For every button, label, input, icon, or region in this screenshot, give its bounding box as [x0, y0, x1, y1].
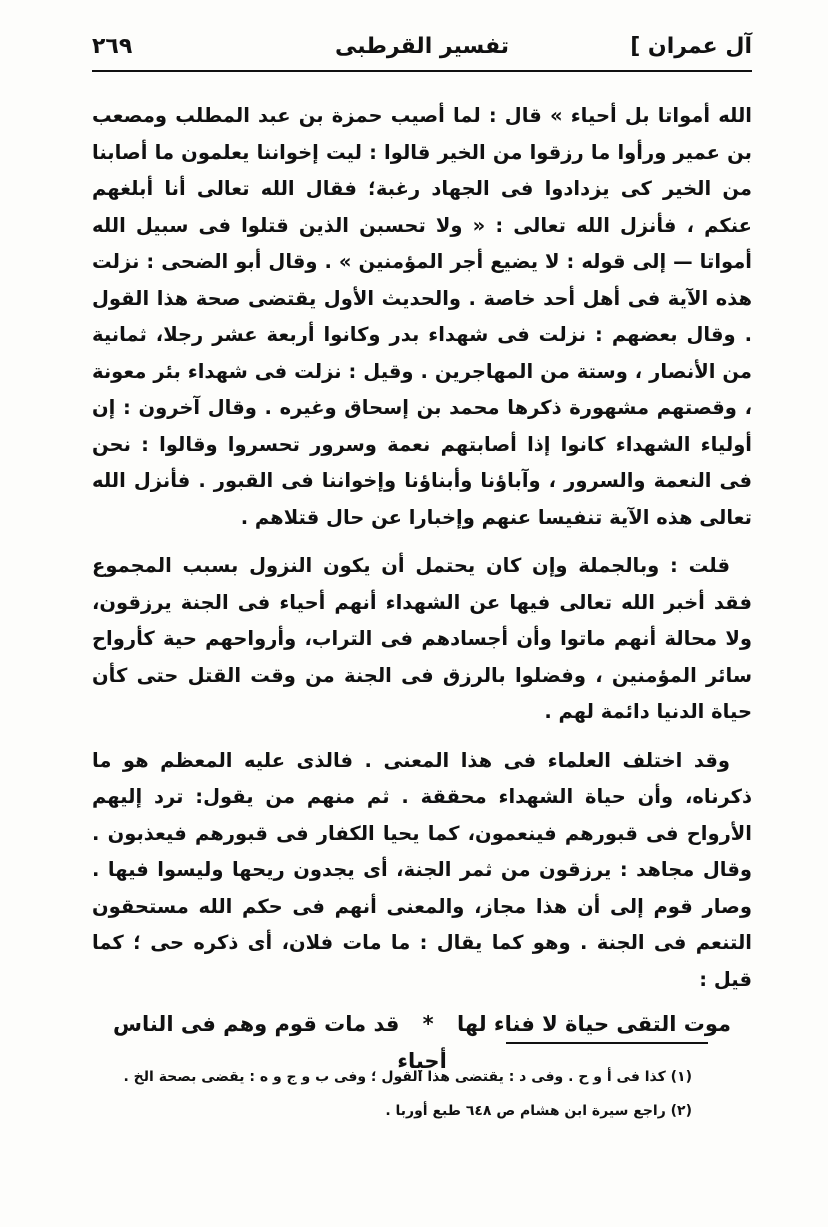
paragraph: الله أمواتا بل أحياء » قال : لما أصيب حمزة بن عبد المطلب ومصعب بن عمير ورأوا ما رزقوا من الخير قالوا : ليت إخواننا يعلمون ما أصابنا من الخير كى يزدادوا فى الجهاد رغبة؛ فقال الله تعالى أنا أبلغهم عنكم ، فأنزل الله تعالى : « ولا تحسبن الذين قتلوا فى سبيل الله أمواتا — إلى قوله : لا يضيع أجر المؤمنين » . وقال أبو الضحى : نزلت هذه الآية فى أهل أحد خاصة . والحديث الأول يقتضى صحة هذا القول . وقال بعضهم : نزلت فى شهداء بدر وكانوا أربعة عشر رجلا، ثمانية من الأنصار ، وستة من المهاجرين . وقيل : نزلت فى شهداء بئر معونة ، وقصتهم مشهورة ذكرها محمد بن إسحاق وغيره . وقال آخرون : إن أولياء الشهداء كانوا إذا أصابتهم نعمة وسرور تحسروا وقالوا : نحن فى النعمة والسرور ، وآباؤنا وأبناؤنا وإخواننا فى القبور . فأنزل الله تعالى هذه الآية تنفيسا عنهم وإخبارا عن حال قتلاهم .: [92, 104, 752, 529]
verse-first-hemistich: موت التقى حياة لا فناء لها: [456, 1012, 731, 1036]
footnotes: [92, 1060, 692, 1128]
book-title: تفسير القرطبى: [334, 34, 510, 59]
main-text: [92, 98, 752, 1079]
footnote-rule: [506, 1042, 708, 1044]
paragraph: وقد اختلف العلماء فى هذا المعنى . فالذى عليه المعظم هو ما ذكرناه، وأن حياة الشهداء محققة . ثم منهم من يقول: ترد إليهم الأرواح فى قبورهم فينعمون، كما يحيا الكفار فى قبورهم فيعذبون . وقال مجاهد : يرزقون من ثمر الجنة، أى يجدون ريحها وليسوا فيها . وصار قوم إلى أن هذا مجاز، والمعنى أنهم فى حكم الله مستحقون التنعم فى الجنة . وهو كما يقال : ما مات فلان، أى ذكره حى ؛ كما قيل :: [92, 748, 752, 991]
surah-name: آل عمران ]: [630, 34, 752, 59]
verse-separator: *: [422, 1012, 434, 1036]
verse-second-hemistich: قد مات قوم وهم فى الناس أحياء: [113, 1012, 447, 1073]
page-header: [92, 34, 752, 70]
page-number: ٢٦٩: [92, 34, 133, 59]
paragraph: قلت : وبالجملة وإن كان يحتمل أن يكون النزول بسبب المجموع فقد أخبر الله تعالى فيها عن الشهداء أنهم أحياء فى الجنة يرزقون، ولا محالة أنهم ماتوا وأن أجسادهم فى التراب، وأرواحهم حية كأرواح سائر المؤمنين ، وفضلوا بالرزق فى الجنة من وقت القتل حتى كأن حياة الدنيا دائمة لهم .: [92, 554, 752, 723]
header-rule: [92, 70, 752, 72]
footnote: (١) كذا فى أ و ح . وفى د : يقتضى هذا القول ؛ وفى ب و ج و ه : يقضى بصحة الخ .: [123, 1069, 692, 1085]
footnote: (٢) راجع سيرة ابن هشام ص ٦٤٨ طبع أوربا .: [385, 1103, 692, 1119]
